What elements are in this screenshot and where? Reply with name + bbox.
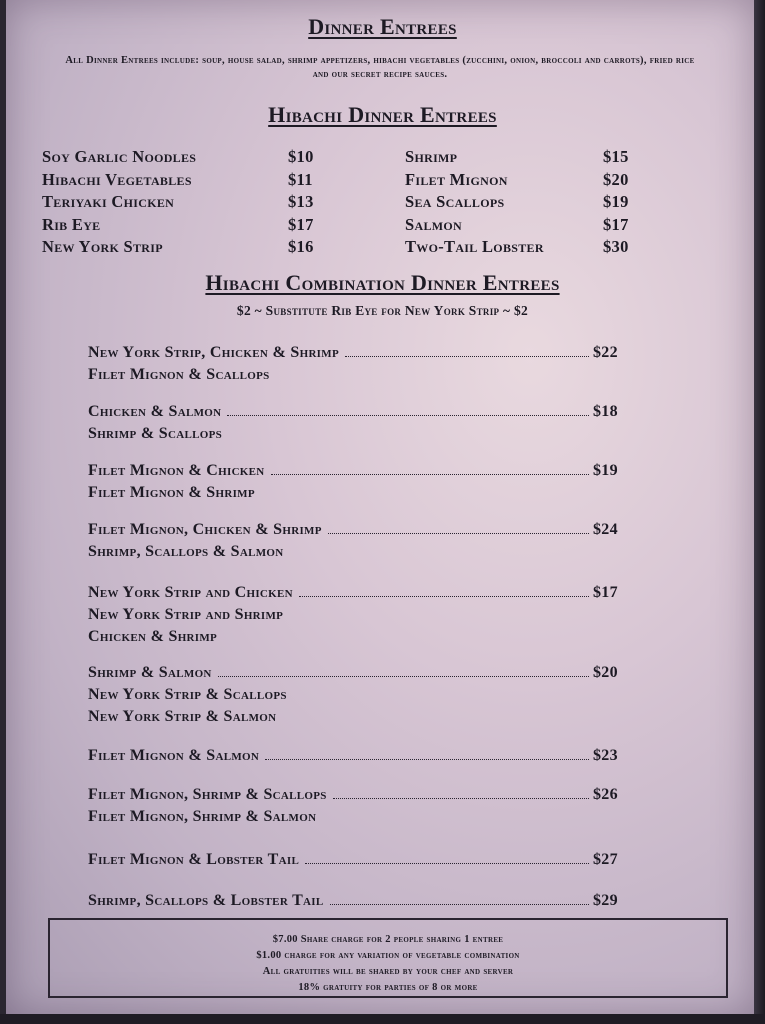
item-price: $19 xyxy=(603,192,629,211)
combo-line: Filet Mignon, Shrimp & Salmon xyxy=(88,808,317,825)
hibachi-right-column xyxy=(405,146,629,259)
dot-leader xyxy=(271,473,589,475)
note-line: $1.00 charge for any variation of vegetable combination xyxy=(256,950,520,961)
combo-price: $20 xyxy=(593,664,618,681)
combo-group xyxy=(88,401,633,445)
combo-price: $19 xyxy=(593,462,618,479)
combo-line: New York Strip & Scallops xyxy=(88,686,287,703)
item-name: Rib Eye xyxy=(42,214,101,234)
hibachi-heading: Hibachi Dinner Entrees xyxy=(268,102,497,127)
menu-item xyxy=(42,236,314,259)
menu-holder-bottom xyxy=(0,1014,765,1024)
item-price: $17 xyxy=(603,214,629,234)
combo-price: $27 xyxy=(593,851,618,868)
combo-line: New York Strip, Chicken & Shrimp xyxy=(88,344,339,361)
combo-line: Filet Mignon, Shrimp & Scallops xyxy=(88,786,327,803)
combo-line: Filet Mignon, Chicken & Shrimp xyxy=(88,521,322,538)
menu-item xyxy=(42,191,314,214)
menu-item xyxy=(405,191,629,214)
combo-line: Filet Mignon & Salmon xyxy=(88,747,260,764)
combo-line: Shrimp, Scallops & Salmon xyxy=(88,543,284,560)
combo-group xyxy=(88,662,633,728)
dot-leader xyxy=(333,797,589,799)
dot-leader xyxy=(330,903,589,905)
combo-group xyxy=(88,849,633,871)
item-price: $30 xyxy=(603,237,629,256)
item-price: $17 xyxy=(288,214,314,234)
item-name: Filet Mignon xyxy=(405,169,508,189)
charges-note-box xyxy=(48,918,728,998)
combo-price: $18 xyxy=(593,403,618,420)
item-name: Teriyaki Chicken xyxy=(42,192,175,211)
item-price: $10 xyxy=(288,147,314,166)
combo-price: $17 xyxy=(593,584,618,601)
combo-line: Filet Mignon & Shrimp xyxy=(88,484,255,501)
combo-line: Chicken & Salmon xyxy=(88,403,222,420)
combo-line: Filet Mignon & Lobster Tail xyxy=(88,851,300,868)
combo-price: $24 xyxy=(593,521,618,538)
combo-price: $23 xyxy=(593,747,618,764)
intro-text: All Dinner Entrees include: soup, house salad, shrimp appetizers, hibachi vegetables (zucchini, onion, broccoli and carrots), fried rice and our secret recipe sauces. xyxy=(65,55,695,80)
item-price: $15 xyxy=(603,147,629,166)
menu-item xyxy=(405,236,629,259)
combo-line: New York Strip & Salmon xyxy=(88,708,277,725)
combo-group xyxy=(88,460,633,504)
page-title: Dinner Entrees xyxy=(308,14,457,39)
dot-leader xyxy=(299,595,589,597)
combo-line: Shrimp, Scallops & Lobster Tail xyxy=(88,892,324,909)
item-name: New York Strip xyxy=(42,237,163,256)
combo-group xyxy=(88,890,633,912)
dot-leader xyxy=(328,532,589,534)
item-name: Hibachi Vegetables xyxy=(42,169,192,189)
combo-price: $22 xyxy=(593,344,618,361)
substitute-note: $2 ~ Substitute Rib Eye for New York Strip ~ $2 xyxy=(236,303,529,318)
combo-group xyxy=(88,582,633,648)
hibachi-left-column xyxy=(42,146,314,259)
combo-group xyxy=(88,519,633,563)
dot-leader xyxy=(218,675,589,677)
item-name: Shrimp xyxy=(405,147,458,166)
combo-group xyxy=(88,784,633,828)
combo-line: Filet Mignon & Chicken xyxy=(88,462,265,479)
item-name: Sea Scallops xyxy=(405,192,505,211)
dot-leader xyxy=(345,355,589,357)
combo-group xyxy=(88,745,633,767)
item-price: $11 xyxy=(288,169,313,189)
combination-heading: Hibachi Combination Dinner Entrees xyxy=(205,270,560,295)
item-name: Soy Garlic Noodles xyxy=(42,147,197,166)
combo-line: New York Strip and Shrimp xyxy=(88,606,284,623)
menu-item xyxy=(42,146,314,169)
item-price: $13 xyxy=(288,192,314,211)
note-line: 18% gratuity for parties of 8 or more xyxy=(298,982,478,993)
combo-price: $29 xyxy=(593,892,618,909)
menu-item xyxy=(42,214,314,237)
combo-line: Shrimp & Salmon xyxy=(88,664,212,681)
item-price: $20 xyxy=(603,169,629,189)
combo-line: New York Strip and Chicken xyxy=(88,584,293,601)
item-name: Two-Tail Lobster xyxy=(405,237,544,256)
note-line: $7.00 Share charge for 2 people sharing 1 entree xyxy=(272,934,504,945)
menu-holder-edge xyxy=(754,0,765,1024)
dot-leader xyxy=(305,862,589,864)
item-price: $16 xyxy=(288,237,314,256)
menu-item xyxy=(405,214,629,237)
item-name: Salmon xyxy=(405,214,462,234)
dot-leader xyxy=(227,414,589,416)
note-line: All gratuities will be shared by your chef and server xyxy=(262,966,514,977)
combo-line: Filet Mignon & Scallops xyxy=(88,366,270,383)
combo-line: Chicken & Shrimp xyxy=(88,628,218,645)
menu-item xyxy=(405,169,629,192)
menu-item xyxy=(405,146,629,169)
menu-item xyxy=(42,169,314,192)
dot-leader xyxy=(265,758,589,760)
combo-line: Shrimp & Scallops xyxy=(88,425,223,442)
combo-price: $26 xyxy=(593,786,618,803)
combo-group xyxy=(88,342,633,386)
